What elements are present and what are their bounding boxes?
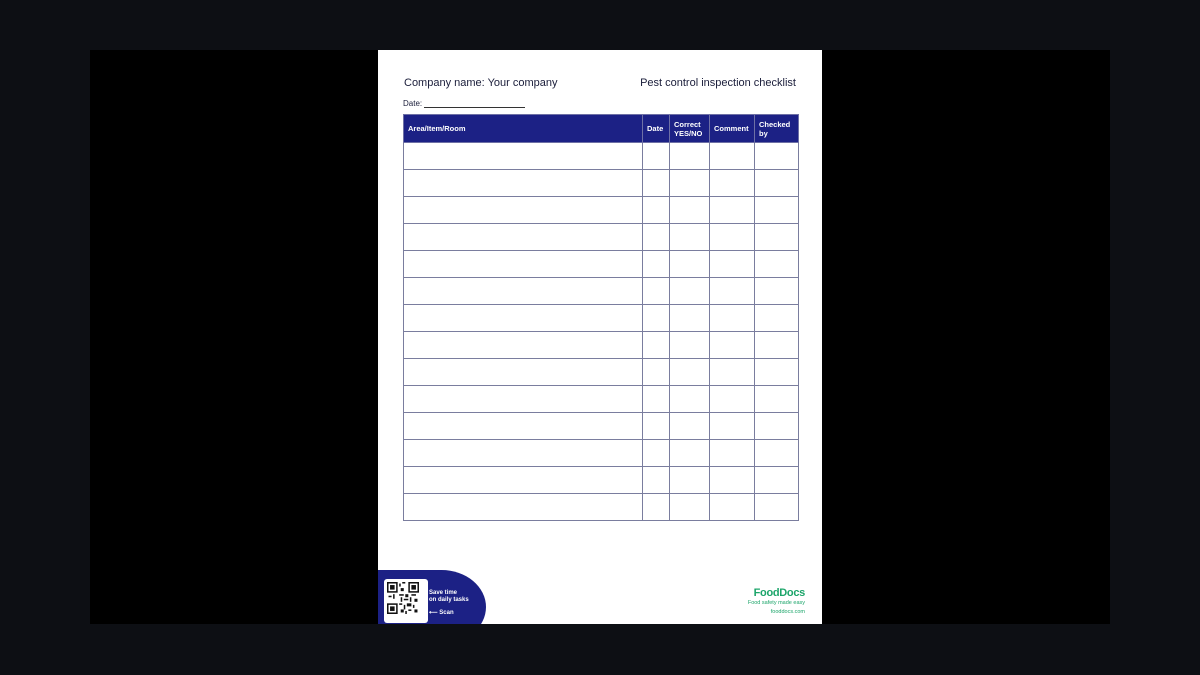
table-cell[interactable] xyxy=(643,278,670,305)
table-cell[interactable] xyxy=(710,467,755,494)
table-cell[interactable] xyxy=(670,278,710,305)
scan-text: Scan xyxy=(439,610,454,616)
table-cell[interactable] xyxy=(710,197,755,224)
table-row xyxy=(404,170,799,197)
table-cell[interactable] xyxy=(755,332,799,359)
table-cell[interactable] xyxy=(710,494,755,521)
table-cell[interactable] xyxy=(710,359,755,386)
table-row xyxy=(404,224,799,251)
table-row xyxy=(404,413,799,440)
table-cell[interactable] xyxy=(404,494,643,521)
table-cell[interactable] xyxy=(755,494,799,521)
brand-url[interactable]: fooddocs.com xyxy=(770,609,805,615)
table-row xyxy=(404,251,799,278)
table-cell[interactable] xyxy=(404,251,643,278)
table-cell[interactable] xyxy=(670,143,710,170)
arrow-left-icon: ⟵ xyxy=(429,610,438,616)
table-cell[interactable] xyxy=(643,224,670,251)
table-cell[interactable] xyxy=(670,251,710,278)
table-cell[interactable] xyxy=(755,467,799,494)
table-cell[interactable] xyxy=(710,305,755,332)
table-row xyxy=(404,197,799,224)
table-cell[interactable] xyxy=(670,386,710,413)
table-cell[interactable] xyxy=(710,386,755,413)
table-cell[interactable] xyxy=(710,143,755,170)
table-cell[interactable] xyxy=(710,170,755,197)
date-rule xyxy=(424,99,525,108)
qr-caption-line-1: Save time xyxy=(429,590,458,596)
table-cell[interactable] xyxy=(710,278,755,305)
brand-tagline: Food safety made easy xyxy=(747,600,805,606)
table-cell[interactable] xyxy=(643,386,670,413)
checklist-table xyxy=(403,114,799,521)
header-correct: Correct YES/NO xyxy=(670,115,710,143)
table-cell[interactable] xyxy=(404,440,643,467)
table-cell[interactable] xyxy=(755,224,799,251)
table-cell[interactable] xyxy=(670,359,710,386)
table-cell[interactable] xyxy=(755,278,799,305)
table-cell[interactable] xyxy=(670,224,710,251)
table-cell[interactable] xyxy=(710,251,755,278)
table-cell[interactable] xyxy=(404,413,643,440)
table-cell[interactable] xyxy=(755,305,799,332)
table-cell[interactable] xyxy=(643,359,670,386)
table-cell[interactable] xyxy=(404,305,643,332)
table-cell[interactable] xyxy=(404,332,643,359)
qr-code-icon xyxy=(387,582,419,614)
table-cell[interactable] xyxy=(404,170,643,197)
table-cell[interactable] xyxy=(670,305,710,332)
table-cell[interactable] xyxy=(710,413,755,440)
qr-caption xyxy=(429,590,469,604)
table-row xyxy=(404,494,799,521)
table-cell[interactable] xyxy=(755,197,799,224)
table-row xyxy=(404,305,799,332)
table-cell[interactable] xyxy=(643,251,670,278)
table-cell[interactable] xyxy=(670,467,710,494)
header-comment: Comment xyxy=(710,115,755,143)
document-title: Pest control inspection checklist xyxy=(640,77,796,89)
fooddocs-logo: FoodDocs xyxy=(753,587,805,599)
table-cell[interactable] xyxy=(670,494,710,521)
table-header-row xyxy=(404,115,799,143)
table-row xyxy=(404,359,799,386)
table-cell[interactable] xyxy=(404,386,643,413)
table-cell[interactable] xyxy=(643,440,670,467)
table-row xyxy=(404,440,799,467)
table-cell[interactable] xyxy=(670,197,710,224)
table-cell[interactable] xyxy=(755,413,799,440)
table-row xyxy=(404,467,799,494)
qr-code[interactable] xyxy=(384,579,428,623)
table-cell[interactable] xyxy=(755,440,799,467)
date-label: Date: xyxy=(403,99,423,108)
table-cell[interactable] xyxy=(755,170,799,197)
table-cell[interactable] xyxy=(643,494,670,521)
table-row xyxy=(404,278,799,305)
table-cell[interactable] xyxy=(643,197,670,224)
table-cell[interactable] xyxy=(643,143,670,170)
table-cell[interactable] xyxy=(710,224,755,251)
table-cell[interactable] xyxy=(755,143,799,170)
table-cell[interactable] xyxy=(643,413,670,440)
table-cell[interactable] xyxy=(643,305,670,332)
table-cell[interactable] xyxy=(404,359,643,386)
table-cell[interactable] xyxy=(404,197,643,224)
header-area: Area/Item/Room xyxy=(404,115,643,143)
table-cell[interactable] xyxy=(643,170,670,197)
table-cell[interactable] xyxy=(755,359,799,386)
table-cell[interactable] xyxy=(755,251,799,278)
table-cell[interactable] xyxy=(710,332,755,359)
table-row xyxy=(404,332,799,359)
date-field xyxy=(403,99,525,108)
table-cell[interactable] xyxy=(755,386,799,413)
table-cell[interactable] xyxy=(404,143,643,170)
header-date: Date xyxy=(643,115,670,143)
table-row xyxy=(404,386,799,413)
table-cell[interactable] xyxy=(670,413,710,440)
document-page xyxy=(378,50,822,624)
scan-label xyxy=(429,609,454,616)
table-cell[interactable] xyxy=(404,224,643,251)
table-cell[interactable] xyxy=(643,467,670,494)
table-cell[interactable] xyxy=(670,440,710,467)
table-row xyxy=(404,143,799,170)
company-name: Company name: Your company xyxy=(404,77,558,89)
brand-block xyxy=(748,587,805,617)
table-cell[interactable] xyxy=(404,278,643,305)
table-cell[interactable] xyxy=(643,332,670,359)
qr-caption-line-2: on daily tasks xyxy=(429,597,469,603)
table-cell[interactable] xyxy=(670,332,710,359)
table-cell[interactable] xyxy=(670,170,710,197)
table-cell[interactable] xyxy=(710,440,755,467)
table-cell[interactable] xyxy=(404,467,643,494)
header-checked-by: Checked by xyxy=(755,115,799,143)
